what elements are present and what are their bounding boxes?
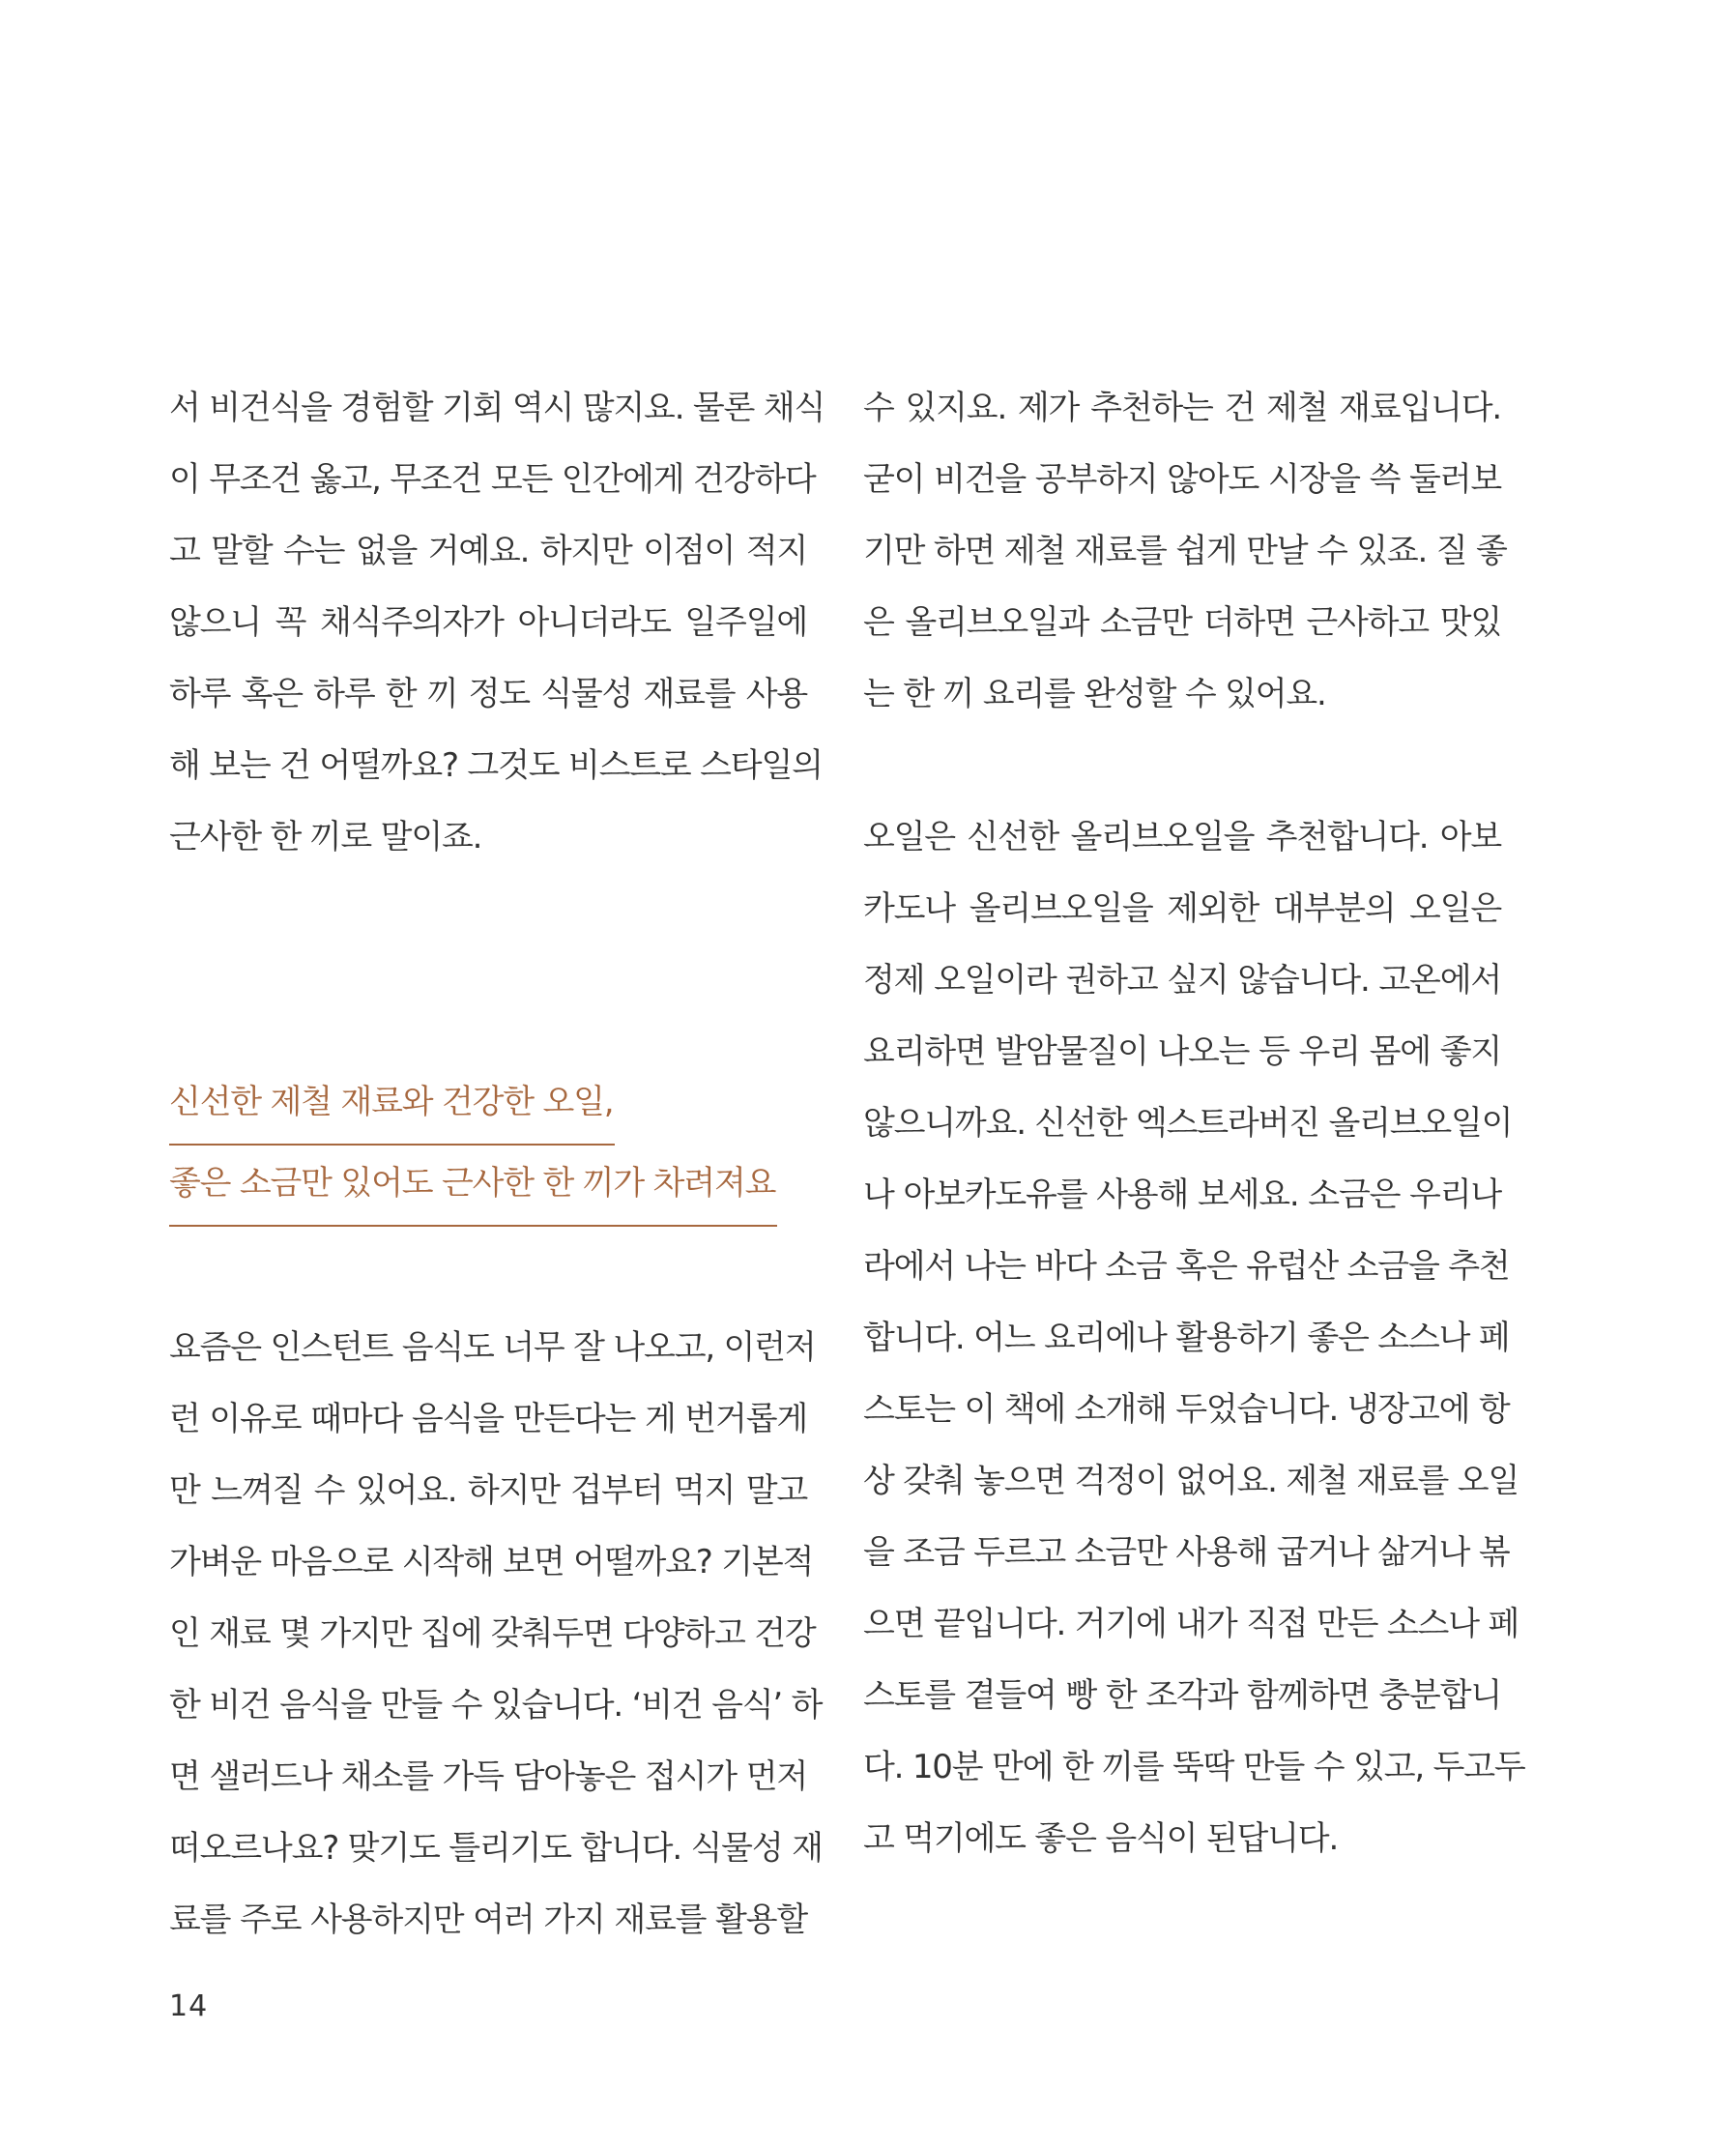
text-line: 런 이유로 때마다 음식을 만든다는 게 번거롭게: [169, 1400, 807, 1438]
page-number: 14: [169, 1989, 209, 2023]
text-line: 한 비건 음식을 만들 수 있습니다. ‘비건 음식’ 하: [169, 1686, 823, 1725]
left-paragraph-1: [169, 372, 825, 873]
text-line: 료를 주로 사용하지만 여러 가지 재료를 활용할: [169, 1900, 807, 1939]
text-line: 스토는 이 책에 소개해 두었습니다. 냉장고에 항: [863, 1390, 1510, 1429]
paragraph-spacer: [863, 730, 1501, 801]
text-line: 해 보는 건 어떨까요? 그것도 비스트로 스타일의: [169, 746, 823, 785]
right-paragraph-2: [863, 801, 1525, 1874]
right-column: [863, 372, 1525, 1874]
text-line: 서 비건식을 경험할 기회 역시 많지요. 물론 채식: [169, 389, 825, 427]
text-line: 요리하면 발암물질이 나오는 등 우리 몸에 좋지: [863, 1032, 1501, 1071]
text-line: 고 먹기에도 좋은 음식이 된답니다.: [863, 1819, 1339, 1858]
text-line: 만 느껴질 수 있어요. 하지만 겁부터 먹지 말고: [169, 1471, 807, 1510]
text-line: 은 올리브오일과 소금만 더하면 근사하고 맛있: [863, 603, 1501, 642]
text-line: 하루 혹은 하루 한 끼 정도 식물성 재료를 사용: [169, 675, 807, 713]
text-line: 상 갖춰 놓으면 걱정이 없어요. 제철 재료를 오일: [863, 1462, 1519, 1500]
text-line: 굳이 비건을 공부하지 않아도 시장을 쓱 둘러보: [863, 460, 1501, 499]
text-line: 기만 하면 제철 재료를 쉽게 만날 수 있죠. 질 좋: [863, 532, 1507, 570]
text-line: 면 샐러드나 채소를 가득 담아놓은 접시가 먼저: [169, 1757, 807, 1796]
text-line: 라에서 나는 바다 소금 혹은 유럽산 소금을 추천: [863, 1247, 1510, 1286]
section-heading-line: 좋은 소금만 있어도 근사한 한 끼가 차려져요: [169, 1147, 777, 1227]
text-line: 않으니 꼭 채식주의자가 아니더라도 일주일에: [169, 603, 807, 642]
text-line: 으면 끝입니다. 거기에 내가 직접 만든 소스나 페: [863, 1605, 1519, 1643]
text-line: 나 아보카도유를 사용해 보세요. 소금은 우리나: [863, 1175, 1501, 1214]
text-line: 오일은 신선한 올리브오일을 추천합니다. 아보: [863, 818, 1501, 856]
text-line: 고 말할 수는 없을 거예요. 하지만 이점이 적지: [169, 532, 807, 570]
text-line: 정제 오일이라 권하고 싶지 않습니다. 고온에서: [863, 961, 1501, 1000]
text-line: 는 한 끼 요리를 완성할 수 있어요.: [863, 675, 1326, 713]
text-line: 인 재료 몇 가지만 집에 갖춰두면 다양하고 건강: [169, 1614, 816, 1653]
text-line: 을 조금 두르고 소금만 사용해 굽거나 삶거나 볶: [863, 1533, 1510, 1572]
text-line: 이 무조건 옳고, 무조건 모든 인간에게 건강하다: [169, 460, 816, 499]
text-line: 떠오르나요? 맞기도 틀리기도 합니다. 식물성 재: [169, 1829, 823, 1868]
left-paragraph-2: [169, 1312, 823, 1956]
text-line: 근사한 한 끼로 말이죠.: [169, 818, 482, 856]
left-column: [169, 372, 825, 1956]
text-line: 수 있지요. 제가 추천하는 건 제철 재료입니다.: [863, 389, 1501, 427]
right-paragraph-1: [863, 372, 1507, 730]
text-line: 다. 10분 만에 한 끼를 뚝딱 만들 수 있고, 두고두: [863, 1748, 1525, 1786]
text-line: 요즘은 인스턴트 음식도 너무 잘 나오고, 이런저: [169, 1328, 816, 1367]
section-heading-line: 신선한 제철 재료와 건강한 오일,: [169, 1066, 615, 1146]
text-line: 카도나 올리브오일을 제외한 대부분의 오일은: [863, 889, 1501, 928]
text-line: 않으니까요. 신선한 엑스트라버진 올리브오일이: [863, 1104, 1513, 1143]
text-line: 스토를 곁들여 빵 한 조각과 함께하면 충분합니: [863, 1676, 1501, 1715]
text-line: 합니다. 어느 요리에나 활용하기 좋은 소스나 페: [863, 1319, 1510, 1357]
text-line: 가벼운 마음으로 시작해 보면 어떨까요? 기본적: [169, 1543, 814, 1581]
section-heading: [169, 1066, 807, 1229]
